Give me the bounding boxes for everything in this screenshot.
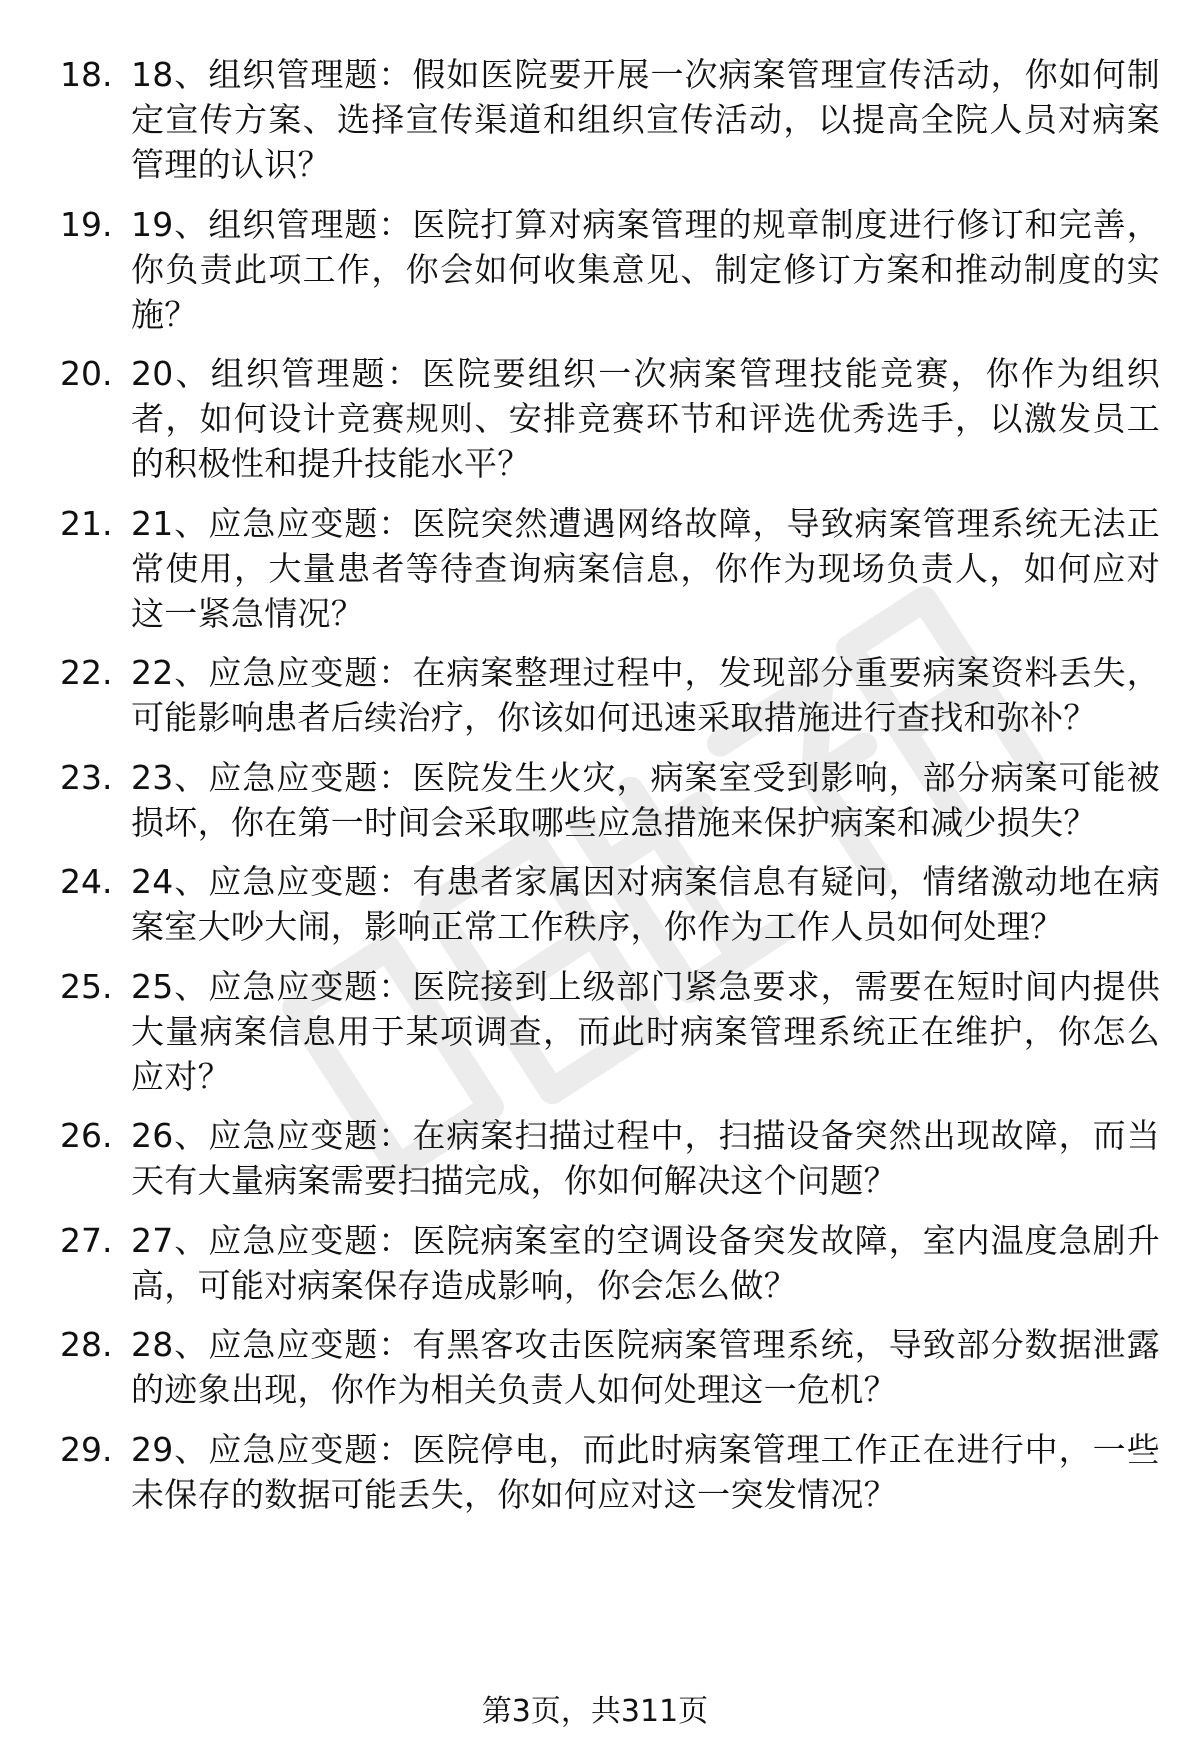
question-text: 25、应急应变题：医院接到上级部门紧急要求，需要在短时间内提供大量病案信息用于某项调查，而此时病案管理系统正在维护，你怎么应对？ bbox=[131, 966, 1160, 1096]
question-text: 23、应急应变题：医院发生火灾，病案室受到影响，部分病案可能被损坏，你在第一时间会采取哪些应急措施来保护病案和减少损失？ bbox=[131, 757, 1160, 842]
question-number: 18. bbox=[60, 55, 113, 94]
question-item bbox=[60, 52, 1160, 187]
question-number: 25. bbox=[60, 966, 113, 1006]
question-number: 19. bbox=[60, 204, 113, 244]
question-number: 20. bbox=[60, 354, 113, 393]
question-text: 20、组织管理题：医院要组织一次病案管理技能竞赛，你作为组织者，如何设计竞赛规则、安排竞赛环节和评选优秀选手，以激发员工的积极性和提升技能水平？ bbox=[131, 354, 1160, 483]
question-item bbox=[60, 650, 1160, 740]
question-text: 19、组织管理题：医院打算对病案管理的规章制度进行修订和完善，你负责此项工作，你会如何收集意见、制定修订方案和推动制度的实施？ bbox=[131, 204, 1160, 334]
question-text: 29、应急应变题：医院停电，而此时病案管理工作正在进行中，一些未保存的数据可能丢失，你如何应对这一突发情况？ bbox=[131, 1429, 1160, 1514]
question-item bbox=[60, 1218, 1160, 1308]
question-number: 26. bbox=[60, 1116, 113, 1155]
question-item bbox=[60, 1427, 1160, 1517]
question-item bbox=[60, 501, 1160, 636]
question-number: 29. bbox=[60, 1429, 113, 1469]
question-text: 24、应急应变题：有患者家属因对病案信息有疑问，情绪激动地在病案室大吵大闹，影响正常工作秩序，你作为工作人员如何处理？ bbox=[131, 862, 1160, 946]
question-item bbox=[60, 859, 1160, 949]
question-text: 22、应急应变题：在病案整理过程中，发现部分重要病案资料丢失，可能影响患者后续治疗，你该如何迅速采取措施进行查找和弥补？ bbox=[131, 653, 1160, 737]
question-number: 28. bbox=[60, 1325, 113, 1364]
question-number: 23. bbox=[60, 757, 113, 797]
page-footer: 第3页，共311页 bbox=[481, 1694, 709, 1729]
question-number: 21. bbox=[60, 503, 113, 543]
question-text: 28、应急应变题：有黑客攻击医院病案管理系统，导致部分数据泄露的迹象出现，你作为相关负责人如何处理这一危机？ bbox=[131, 1325, 1160, 1409]
question-item bbox=[60, 1322, 1160, 1412]
question-item bbox=[60, 351, 1160, 486]
question-item bbox=[60, 755, 1160, 845]
question-number: 22. bbox=[60, 653, 113, 692]
question-text: 18、组织管理题：假如医院要开展一次病案管理宣传活动，你如何制定宣传方案、选择宣传渠道和组织宣传活动，以提高全院人员对病案管理的认识？ bbox=[131, 55, 1160, 184]
question-item bbox=[60, 202, 1160, 337]
question-number: 24. bbox=[60, 862, 113, 901]
question-item bbox=[60, 1113, 1160, 1203]
question-number: 27. bbox=[60, 1220, 113, 1260]
question-text: 27、应急应变题：医院病案室的空调设备突发故障，室内温度急剧升高，可能对病案保存造成影响，你会怎么做？ bbox=[131, 1220, 1160, 1305]
question-text: 21、应急应变题：医院突然遭遇网络故障，导致病案管理系统无法正常使用，大量患者等待查询病案信息，你作为现场负责人，如何应对这一紧急情况？ bbox=[131, 503, 1160, 633]
question-list bbox=[60, 52, 1160, 1531]
question-text: 26、应急应变题：在病案扫描过程中，扫描设备突然出现故障，而当天有大量病案需要扫描完成，你如何解决这个问题？ bbox=[131, 1116, 1160, 1200]
question-item bbox=[60, 964, 1160, 1099]
